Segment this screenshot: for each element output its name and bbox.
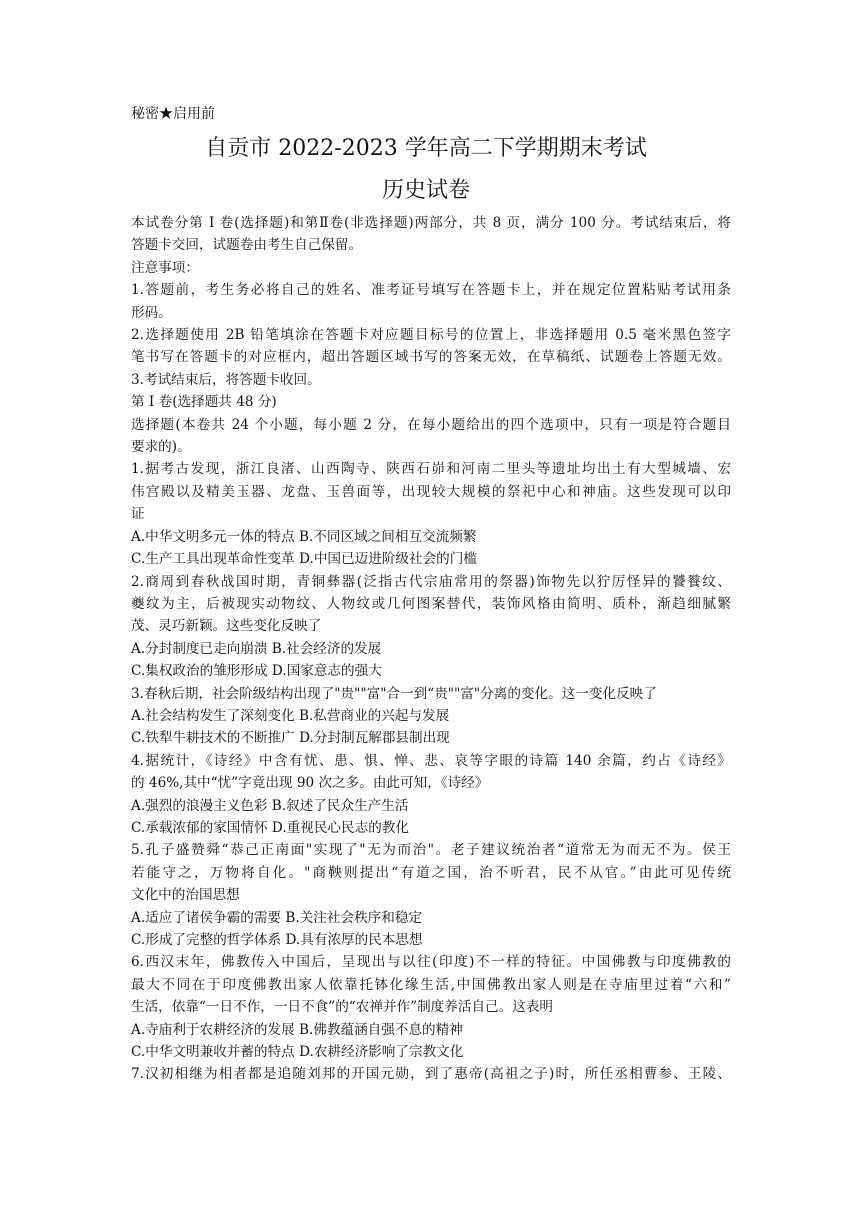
text-line: 形码。: [131, 304, 172, 321]
text-line: 注意事项：: [131, 259, 199, 276]
text-line: C.生产工具出现革命性变革 D.中国已迈进阶级社会的门槛: [131, 551, 477, 568]
text-line: 选择题(本卷共 24 个小题，每小题 2 分，在每小题给出的四个选项中，只有一项是符合题目: [131, 416, 731, 433]
confidential-mark: 秘密★启用前: [131, 106, 215, 122]
text-line: 答题卡交回，试题卷由考生自己保留。: [131, 237, 363, 254]
text-line: 4.据统计，《诗经》中含有忧、患、惧、惮、悲、哀等字眼的诗篇 140 余篇，约占《诗经》: [131, 752, 731, 769]
text-line: C.中华文明兼收并蓄的特点 D.农耕经济影响了宗教文化: [131, 1044, 464, 1061]
text-line: 3.考试结束后，将答题卡收回。: [131, 371, 321, 388]
text-line: A.适应了诸侯争霸的需要 B.关注社会秩序和稳定: [131, 909, 423, 926]
text-line: C.集权政治的雏形形成 D.国家意志的强大: [131, 663, 382, 680]
text-line: 的 46%,其中“忧”字竟出现 90 次之多。由此可知，《诗经》: [131, 775, 489, 792]
text-line: 要求的)。: [131, 439, 191, 456]
text-line: 1.答题前，考生务必将自己的姓名、准考证号填写在答题卡上，并在规定位置粘贴考试用条: [131, 282, 731, 299]
text-line: 茂、灵巧新颖。这些变化反映了: [131, 618, 322, 635]
text-line: 伟宫殿以及精美玉器、龙盘、玉兽面等，出现较大规模的祭祀中心和神庙。这些发现可以印: [131, 483, 731, 500]
text-line: 文化中的治国思想: [131, 887, 240, 904]
text-line: C.铁犁牛耕技术的不断推广 D.分封制瓦解郡县制出现: [131, 730, 450, 747]
text-line: 本试卷分第 I 卷(选择题)和第Ⅱ卷(非选择题)两部分，共 8 页，满分 100 分。考试结束后，将: [131, 215, 731, 231]
exam-subtitle: 历史试卷: [381, 178, 470, 203]
text-line: 最大不同在于印度佛教出家人依靠托钵化缘生活,中国佛教出家人则是在寺庙里过着“六和”: [131, 976, 731, 993]
text-line: C.承载浓郁的家国情怀 D.重视民心民志的教化: [131, 819, 409, 836]
text-line: 7.汉初相继为相者都是追随刘邦的开国元勋，到了惠帝(高祖之子)时，所任丞相曹参、王陵、: [131, 1066, 731, 1083]
text-line: C.形成了完整的哲学体系 D.具有浓厚的民本思想: [131, 932, 423, 948]
text-line: 6.西汉末年，佛教传入中国后，呈现出与以往(印度)不一样的特征。中国佛教与印度佛教的: [131, 954, 731, 971]
text-line: A.社会结构发生了深刻变化 B.私营商业的兴起与发展: [131, 707, 450, 724]
text-line: 第 I 卷(选择题共 48 分): [131, 394, 277, 411]
text-line: 笔书写在答题卡的对应框内，超出答题区域书写的答案无效，在草稿纸、试题卷上答题无效。: [131, 349, 731, 366]
text-line: A.中华文明多元一体的特点 B.不同区域之间相互交流频繁: [131, 528, 477, 545]
exam-body: [131, 212, 731, 1086]
text-line: 2.选择题使用 2B 铅笔填涂在答题卡对应题目标号的位置上，非选择题用 0.5 毫米黑色签字: [131, 327, 731, 344]
text-line: 夔纹为主，后被现实动物纹、人物纹或几何图案替代，装饰风格由简明、质朴，渐趋细腻繁: [131, 595, 731, 612]
text-line: 若能守之，万物将自化。"商鞅则提出“有道之国，治不听君，民不从官。”由此可见传统: [131, 864, 731, 881]
text-line: A.寺庙利于农耕经济的发展 B.佛教蕴涵自强不息的精神: [131, 1021, 463, 1038]
text-line: A.分封制度已走向崩溃 B.社会经济的发展: [131, 640, 382, 657]
text-line: 2.商周到春秋战国时期，青铜彝器(泛指古代宗庙常用的祭器)饰物先以狞厉怪异的饕餮纹、: [131, 573, 731, 590]
text-line: 证: [131, 506, 145, 523]
text-line: A.强烈的浪漫主义色彩 B.叙述了民众生产生活: [131, 797, 409, 814]
text-line: 3.春秋后期，社会阶级结构出现了"贵""富"合一到“贵""富"分离的变化。这一变化反映了: [131, 685, 657, 702]
text-line: 5.孔子盛赞舜“恭己正南面"实现了"无为而治"。老子建议统治者“道常无为而无不为。侯王: [131, 842, 731, 859]
text-line: 生活，依靠“一日不作，一日不食”的“农禅并作”制度养活自己。这表明: [131, 999, 554, 1016]
exam-title: 自贡市 2022-2023 学年高二下学期期末考试: [205, 136, 647, 161]
exam-page: [131, 102, 731, 1086]
text-line: 1.据考古发现，浙江良渚、山西陶寺、陕西石峁和河南二里头等遗址均出土有大型城墙、宏: [131, 461, 731, 478]
